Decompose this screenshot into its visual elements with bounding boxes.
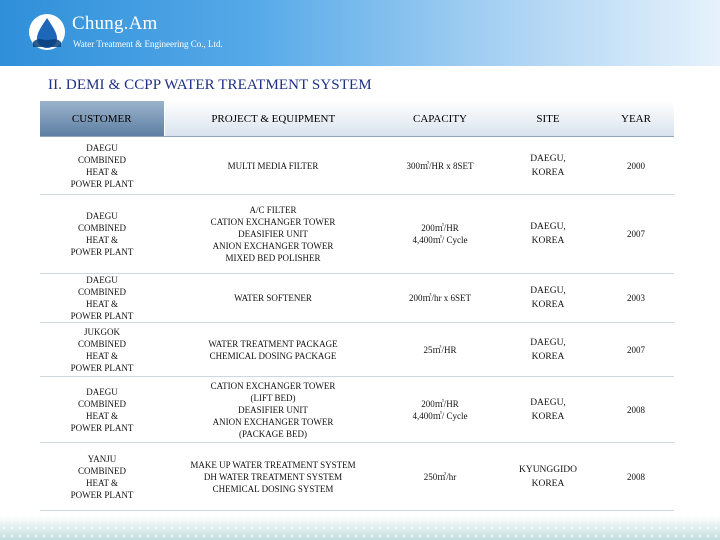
- customer-cell-line: POWER PLANT: [70, 362, 134, 373]
- project-cell-line: CATION EXCHANGER TOWER: [210, 217, 336, 227]
- customer-cell-line: POWER PLANT: [70, 178, 134, 189]
- customer-cell-line: HEAT &: [85, 477, 119, 488]
- customer-cell-line: HEAT &: [85, 299, 119, 309]
- project-cell-line: ANION EXCHANGER TOWER: [212, 241, 334, 251]
- capacity-cell-line: 200㎥/hr x 6SET: [409, 293, 471, 303]
- customer-cell: [40, 377, 164, 443]
- customer-cell-line: YANJU: [87, 453, 117, 464]
- column-header-project: PROJECT & EQUIPMENT: [164, 101, 382, 137]
- capacity-cell: [382, 137, 498, 195]
- site-cell: [498, 137, 598, 195]
- customer-cell-line: POWER PLANT: [70, 247, 134, 257]
- year-cell: 2008: [598, 443, 674, 511]
- table-header-row: [40, 101, 674, 137]
- capacity-cell: [382, 195, 498, 274]
- customer-cell-line: COMBINED: [77, 465, 126, 476]
- customer-cell-line: POWER PLANT: [70, 311, 134, 321]
- project-cell-line: MAKE UP WATER TREATMENT SYSTEM: [190, 459, 356, 470]
- project-cell-line: A/C FILTER: [249, 205, 297, 215]
- table-row: [40, 274, 674, 323]
- site-cell-line: DAEGU,: [530, 397, 566, 408]
- project-cell-line: ANION EXCHANGER TOWER: [212, 416, 334, 427]
- capacity-cell-line: 25㎥/HR: [423, 344, 457, 355]
- project-cell-line: MIXED BED POLISHER: [225, 253, 321, 263]
- section-title: II. DEMI & CCPP WATER TREATMENT SYSTEM: [48, 77, 372, 93]
- site-cell: [498, 323, 598, 377]
- project-cell-line: WATER SOFTENER: [234, 293, 312, 303]
- customer-cell-line: JUKGOK: [84, 326, 120, 337]
- year-cell: 2007: [598, 195, 674, 274]
- customer-cell-line: COMBINED: [77, 287, 126, 297]
- customer-cell: [40, 137, 164, 195]
- project-cell-line: CHEMICAL DOSING PACKAGE: [209, 350, 337, 361]
- site-cell: [498, 377, 598, 443]
- customer-cell-line: DAEGU: [86, 275, 118, 285]
- customer-cell-line: COMBINED: [77, 154, 126, 165]
- project-cell-line: CHEMICAL DOSING SYSTEM: [212, 483, 334, 494]
- site-cell-line: DAEGU,: [530, 153, 566, 164]
- capacity-cell: [382, 323, 498, 377]
- footer-pattern: [0, 516, 720, 540]
- table-row: [40, 195, 674, 274]
- column-header-capacity: CAPACITY: [382, 101, 498, 137]
- company-tagline: Water Treatment & Engineering Co., Ltd.: [73, 39, 223, 49]
- site-cell-line: KOREA: [531, 300, 565, 310]
- project-cell-line: DEASIFIER UNIT: [238, 229, 308, 239]
- customer-cell-line: DAEGU: [86, 211, 118, 221]
- customer-cell-line: POWER PLANT: [70, 489, 134, 500]
- site-cell-line: KOREA: [531, 236, 565, 246]
- capacity-cell-line: 250㎥/hr: [423, 471, 457, 482]
- site-cell-line: KOREA: [531, 167, 565, 178]
- project-cell: [164, 323, 382, 377]
- company-name: Chung.Am: [72, 13, 158, 34]
- year-cell: 2007: [598, 323, 674, 377]
- site-cell: [498, 195, 598, 274]
- reference-table: [40, 101, 674, 511]
- project-cell-line: (PACKAGE BED): [239, 428, 307, 439]
- project-cell-line: DH WATER TREATMENT SYSTEM: [203, 471, 343, 482]
- customer-cell-line: HEAT &: [85, 166, 119, 177]
- site-cell-line: KOREA: [531, 478, 565, 489]
- project-cell: [164, 274, 382, 323]
- customer-cell-line: HEAT &: [85, 235, 119, 245]
- reference-table-container: [40, 101, 674, 511]
- site-cell-line: DAEGU,: [530, 222, 566, 232]
- capacity-cell-line: 300㎥/HR x 8SET: [406, 160, 474, 171]
- capacity-cell: [382, 377, 498, 443]
- project-cell-line: WATER TREATMENT PACKAGE: [208, 338, 338, 349]
- table-row: [40, 323, 674, 377]
- customer-cell-line: HEAT &: [85, 350, 119, 361]
- capacity-cell: [382, 274, 498, 323]
- site-cell: [498, 443, 598, 511]
- site-cell: [498, 274, 598, 323]
- capacity-cell: [382, 443, 498, 511]
- capacity-cell-line: 4,400㎥/ Cycle: [412, 410, 468, 421]
- project-cell-line: DEASIFIER UNIT: [238, 404, 308, 415]
- table-row: [40, 377, 674, 443]
- customer-cell-line: HEAT &: [85, 410, 119, 421]
- column-header-site: SITE: [498, 101, 598, 137]
- project-cell: [164, 443, 382, 511]
- customer-cell-line: COMBINED: [77, 338, 126, 349]
- customer-cell-line: DAEGU: [86, 386, 118, 397]
- site-cell-line: DAEGU,: [530, 337, 566, 348]
- capacity-cell-line: 200㎥/HR: [421, 398, 459, 409]
- table-body: [40, 137, 674, 511]
- project-cell-line: MULTI MEDIA FILTER: [227, 160, 319, 171]
- capacity-cell-line: 200㎥/HR: [421, 223, 459, 233]
- customer-cell-line: COMBINED: [77, 223, 126, 233]
- project-cell: [164, 137, 382, 195]
- water-drop-logo-icon: [28, 13, 66, 51]
- column-header-year: YEAR: [598, 101, 674, 137]
- table-row: [40, 137, 674, 195]
- year-cell: 2000: [598, 137, 674, 195]
- column-header-customer: CUSTOMER: [40, 101, 164, 137]
- customer-cell-line: COMBINED: [77, 398, 126, 409]
- year-cell: 2008: [598, 377, 674, 443]
- site-cell-line: KYUNGGIDO: [518, 464, 578, 475]
- customer-cell: [40, 195, 164, 274]
- site-cell-line: KOREA: [531, 351, 565, 362]
- project-cell-line: CATION EXCHANGER TOWER: [210, 380, 336, 391]
- customer-cell: [40, 323, 164, 377]
- year-cell: 2003: [598, 274, 674, 323]
- site-cell-line: DAEGU,: [530, 286, 566, 296]
- table-row: [40, 443, 674, 511]
- customer-cell: [40, 443, 164, 511]
- capacity-cell-line: 4,400㎥/ Cycle: [412, 235, 468, 245]
- project-cell: [164, 377, 382, 443]
- site-cell-line: KOREA: [531, 411, 565, 422]
- customer-cell: [40, 274, 164, 323]
- customer-cell-line: POWER PLANT: [70, 422, 134, 433]
- header-banner: [0, 0, 720, 66]
- customer-cell-line: DAEGU: [86, 142, 118, 153]
- project-cell: [164, 195, 382, 274]
- project-cell-line: (LIFT BED): [250, 392, 296, 403]
